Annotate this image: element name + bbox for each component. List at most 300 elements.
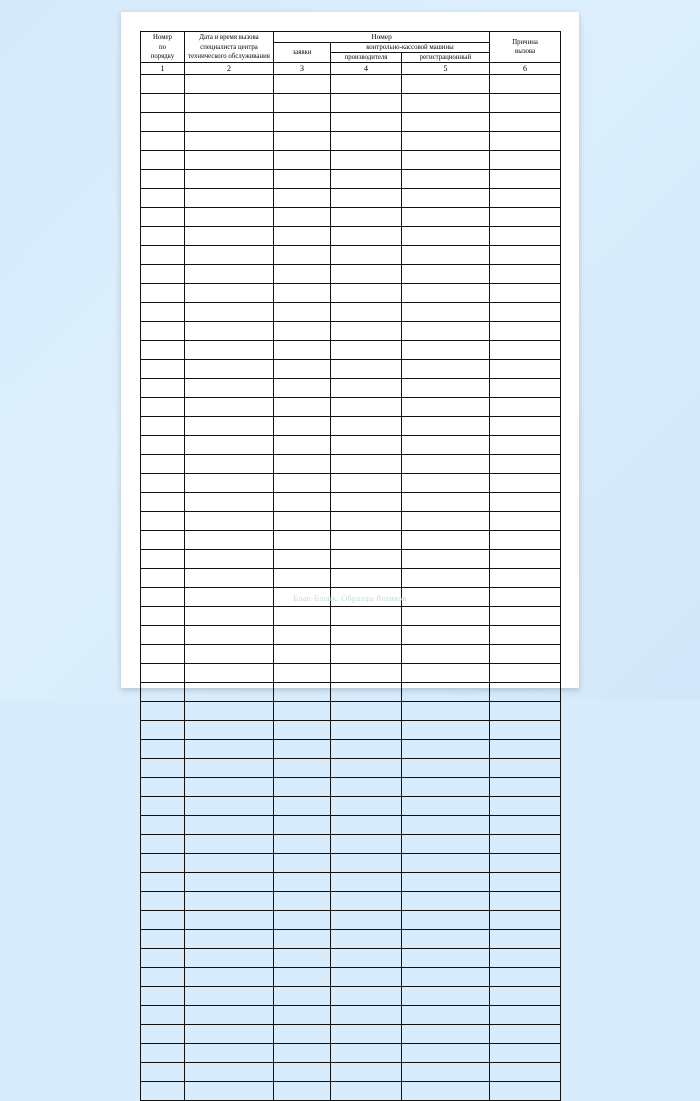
table-cell[interactable] — [274, 360, 331, 379]
table-cell[interactable] — [331, 265, 402, 284]
table-row[interactable] — [141, 683, 561, 702]
table-cell[interactable] — [490, 75, 561, 94]
table-cell[interactable] — [185, 854, 274, 873]
table-cell[interactable] — [490, 246, 561, 265]
table-cell[interactable] — [141, 683, 185, 702]
table-cell[interactable] — [185, 816, 274, 835]
table-cell[interactable] — [331, 721, 402, 740]
table-cell[interactable] — [141, 892, 185, 911]
table-cell[interactable] — [274, 550, 331, 569]
table-cell[interactable] — [185, 246, 274, 265]
table-row[interactable] — [141, 569, 561, 588]
table-cell[interactable] — [141, 911, 185, 930]
table-cell[interactable] — [274, 569, 331, 588]
table-cell[interactable] — [490, 170, 561, 189]
table-cell[interactable] — [141, 227, 185, 246]
table-cell[interactable] — [185, 265, 274, 284]
table-cell[interactable] — [274, 227, 331, 246]
table-cell[interactable] — [490, 911, 561, 930]
table-cell[interactable] — [274, 379, 331, 398]
table-row[interactable] — [141, 189, 561, 208]
table-cell[interactable] — [274, 208, 331, 227]
table-cell[interactable] — [402, 246, 490, 265]
table-cell[interactable] — [185, 626, 274, 645]
table-row[interactable] — [141, 379, 561, 398]
table-cell[interactable] — [402, 474, 490, 493]
table-row[interactable] — [141, 360, 561, 379]
table-cell[interactable] — [141, 379, 185, 398]
table-cell[interactable] — [274, 151, 331, 170]
table-cell[interactable] — [490, 664, 561, 683]
table-cell[interactable] — [331, 1082, 402, 1101]
table-cell[interactable] — [331, 322, 402, 341]
table-cell[interactable] — [185, 398, 274, 417]
table-cell[interactable] — [490, 1025, 561, 1044]
table-cell[interactable] — [185, 379, 274, 398]
table-cell[interactable] — [402, 588, 490, 607]
table-cell[interactable] — [185, 512, 274, 531]
table-cell[interactable] — [141, 341, 185, 360]
table-cell[interactable] — [331, 816, 402, 835]
table-row[interactable] — [141, 455, 561, 474]
table-row[interactable] — [141, 930, 561, 949]
table-cell[interactable] — [274, 683, 331, 702]
table-cell[interactable] — [402, 417, 490, 436]
table-row[interactable] — [141, 607, 561, 626]
table-cell[interactable] — [141, 569, 185, 588]
table-cell[interactable] — [331, 208, 402, 227]
table-cell[interactable] — [274, 987, 331, 1006]
table-cell[interactable] — [274, 702, 331, 721]
table-cell[interactable] — [490, 683, 561, 702]
table-cell[interactable] — [490, 113, 561, 132]
table-cell[interactable] — [141, 835, 185, 854]
table-row[interactable] — [141, 94, 561, 113]
table-cell[interactable] — [402, 265, 490, 284]
table-row[interactable] — [141, 892, 561, 911]
table-cell[interactable] — [490, 284, 561, 303]
table-cell[interactable] — [185, 284, 274, 303]
table-cell[interactable] — [141, 75, 185, 94]
table-cell[interactable] — [490, 721, 561, 740]
table-cell[interactable] — [274, 474, 331, 493]
table-row[interactable] — [141, 417, 561, 436]
table-cell[interactable] — [402, 987, 490, 1006]
table-row[interactable] — [141, 227, 561, 246]
table-cell[interactable] — [331, 170, 402, 189]
table-cell[interactable] — [490, 455, 561, 474]
table-cell[interactable] — [141, 246, 185, 265]
table-cell[interactable] — [274, 930, 331, 949]
table-row[interactable] — [141, 265, 561, 284]
table-cell[interactable] — [331, 379, 402, 398]
table-cell[interactable] — [141, 645, 185, 664]
table-cell[interactable] — [331, 1044, 402, 1063]
table-cell[interactable] — [141, 873, 185, 892]
table-row[interactable] — [141, 588, 561, 607]
table-row[interactable] — [141, 816, 561, 835]
table-row[interactable] — [141, 1082, 561, 1101]
table-cell[interactable] — [185, 930, 274, 949]
table-row[interactable] — [141, 740, 561, 759]
table-cell[interactable] — [402, 664, 490, 683]
table-cell[interactable] — [185, 797, 274, 816]
table-cell[interactable] — [490, 417, 561, 436]
table-cell[interactable] — [490, 436, 561, 455]
table-cell[interactable] — [490, 360, 561, 379]
table-cell[interactable] — [141, 759, 185, 778]
table-row[interactable] — [141, 284, 561, 303]
table-cell[interactable] — [402, 455, 490, 474]
table-cell[interactable] — [185, 531, 274, 550]
table-cell[interactable] — [185, 569, 274, 588]
table-cell[interactable] — [331, 569, 402, 588]
table-cell[interactable] — [402, 1044, 490, 1063]
table-cell[interactable] — [490, 759, 561, 778]
table-cell[interactable] — [141, 607, 185, 626]
table-cell[interactable] — [185, 170, 274, 189]
table-cell[interactable] — [402, 702, 490, 721]
table-cell[interactable] — [141, 1025, 185, 1044]
table-row[interactable] — [141, 664, 561, 683]
table-cell[interactable] — [331, 797, 402, 816]
table-cell[interactable] — [331, 588, 402, 607]
table-cell[interactable] — [185, 1025, 274, 1044]
table-cell[interactable] — [490, 512, 561, 531]
table-cell[interactable] — [490, 398, 561, 417]
table-cell[interactable] — [402, 550, 490, 569]
table-cell[interactable] — [185, 968, 274, 987]
table-row[interactable] — [141, 721, 561, 740]
table-cell[interactable] — [402, 607, 490, 626]
table-cell[interactable] — [331, 740, 402, 759]
table-cell[interactable] — [331, 75, 402, 94]
table-cell[interactable] — [331, 94, 402, 113]
table-cell[interactable] — [490, 1006, 561, 1025]
table-cell[interactable] — [141, 113, 185, 132]
table-cell[interactable] — [402, 151, 490, 170]
table-row[interactable] — [141, 987, 561, 1006]
table-cell[interactable] — [331, 132, 402, 151]
table-cell[interactable] — [331, 1006, 402, 1025]
table-cell[interactable] — [490, 569, 561, 588]
table-cell[interactable] — [402, 968, 490, 987]
table-cell[interactable] — [185, 322, 274, 341]
table-row[interactable] — [141, 797, 561, 816]
table-cell[interactable] — [402, 721, 490, 740]
table-row[interactable] — [141, 246, 561, 265]
table-cell[interactable] — [331, 493, 402, 512]
table-cell[interactable] — [274, 303, 331, 322]
table-cell[interactable] — [185, 1006, 274, 1025]
table-cell[interactable] — [331, 113, 402, 132]
table-cell[interactable] — [141, 322, 185, 341]
table-cell[interactable] — [185, 436, 274, 455]
table-cell[interactable] — [185, 759, 274, 778]
table-cell[interactable] — [185, 151, 274, 170]
table-cell[interactable] — [274, 645, 331, 664]
table-cell[interactable] — [141, 854, 185, 873]
table-cell[interactable] — [274, 1006, 331, 1025]
table-cell[interactable] — [141, 949, 185, 968]
table-cell[interactable] — [331, 189, 402, 208]
table-cell[interactable] — [402, 75, 490, 94]
table-cell[interactable] — [185, 607, 274, 626]
table-cell[interactable] — [274, 189, 331, 208]
table-cell[interactable] — [141, 816, 185, 835]
table-cell[interactable] — [402, 930, 490, 949]
table-cell[interactable] — [490, 626, 561, 645]
table-row[interactable] — [141, 341, 561, 360]
table-cell[interactable] — [490, 189, 561, 208]
table-row[interactable] — [141, 1063, 561, 1082]
table-cell[interactable] — [185, 208, 274, 227]
table-cell[interactable] — [274, 284, 331, 303]
table-cell[interactable] — [274, 968, 331, 987]
table-row[interactable] — [141, 75, 561, 94]
table-cell[interactable] — [402, 1006, 490, 1025]
table-cell[interactable] — [490, 588, 561, 607]
table-cell[interactable] — [185, 303, 274, 322]
table-row[interactable] — [141, 702, 561, 721]
table-cell[interactable] — [402, 816, 490, 835]
table-cell[interactable] — [402, 208, 490, 227]
table-cell[interactable] — [402, 778, 490, 797]
table-cell[interactable] — [274, 816, 331, 835]
table-cell[interactable] — [331, 436, 402, 455]
table-cell[interactable] — [331, 1063, 402, 1082]
table-cell[interactable] — [402, 398, 490, 417]
table-cell[interactable] — [274, 436, 331, 455]
table-cell[interactable] — [185, 702, 274, 721]
table-cell[interactable] — [490, 322, 561, 341]
table-cell[interactable] — [141, 968, 185, 987]
table-cell[interactable] — [185, 892, 274, 911]
table-cell[interactable] — [490, 987, 561, 1006]
table-cell[interactable] — [185, 1082, 274, 1101]
table-cell[interactable] — [490, 265, 561, 284]
table-row[interactable] — [141, 778, 561, 797]
table-cell[interactable] — [402, 626, 490, 645]
table-cell[interactable] — [402, 341, 490, 360]
table-row[interactable] — [141, 1044, 561, 1063]
table-cell[interactable] — [490, 94, 561, 113]
table-cell[interactable] — [141, 626, 185, 645]
table-cell[interactable] — [185, 189, 274, 208]
table-cell[interactable] — [185, 1044, 274, 1063]
table-cell[interactable] — [490, 797, 561, 816]
table-row[interactable] — [141, 626, 561, 645]
table-cell[interactable] — [185, 664, 274, 683]
table-cell[interactable] — [141, 303, 185, 322]
table-cell[interactable] — [274, 265, 331, 284]
table-row[interactable] — [141, 512, 561, 531]
table-cell[interactable] — [331, 1025, 402, 1044]
table-cell[interactable] — [490, 740, 561, 759]
table-cell[interactable] — [274, 455, 331, 474]
table-cell[interactable] — [185, 911, 274, 930]
table-cell[interactable] — [185, 113, 274, 132]
table-cell[interactable] — [141, 398, 185, 417]
table-cell[interactable] — [331, 987, 402, 1006]
table-cell[interactable] — [402, 379, 490, 398]
table-cell[interactable] — [274, 170, 331, 189]
table-cell[interactable] — [274, 1025, 331, 1044]
table-cell[interactable] — [331, 360, 402, 379]
table-cell[interactable] — [185, 360, 274, 379]
table-row[interactable] — [141, 835, 561, 854]
table-cell[interactable] — [274, 873, 331, 892]
table-cell[interactable] — [274, 246, 331, 265]
table-cell[interactable] — [490, 816, 561, 835]
table-cell[interactable] — [490, 151, 561, 170]
table-cell[interactable] — [274, 75, 331, 94]
table-cell[interactable] — [274, 1063, 331, 1082]
table-cell[interactable] — [185, 417, 274, 436]
table-cell[interactable] — [331, 949, 402, 968]
table-cell[interactable] — [141, 721, 185, 740]
table-cell[interactable] — [402, 493, 490, 512]
table-cell[interactable] — [490, 227, 561, 246]
table-cell[interactable] — [490, 835, 561, 854]
table-cell[interactable] — [274, 607, 331, 626]
table-cell[interactable] — [141, 94, 185, 113]
table-cell[interactable] — [331, 607, 402, 626]
table-cell[interactable] — [274, 740, 331, 759]
table-cell[interactable] — [141, 493, 185, 512]
table-row[interactable] — [141, 854, 561, 873]
table-cell[interactable] — [274, 626, 331, 645]
table-row[interactable] — [141, 436, 561, 455]
table-cell[interactable] — [141, 170, 185, 189]
table-cell[interactable] — [274, 778, 331, 797]
table-cell[interactable] — [402, 683, 490, 702]
table-row[interactable] — [141, 113, 561, 132]
table-row[interactable] — [141, 531, 561, 550]
table-cell[interactable] — [185, 740, 274, 759]
table-cell[interactable] — [141, 702, 185, 721]
table-cell[interactable] — [274, 322, 331, 341]
table-row[interactable] — [141, 151, 561, 170]
table-cell[interactable] — [185, 550, 274, 569]
table-cell[interactable] — [402, 569, 490, 588]
table-cell[interactable] — [141, 265, 185, 284]
table-cell[interactable] — [141, 987, 185, 1006]
table-cell[interactable] — [185, 1063, 274, 1082]
table-cell[interactable] — [331, 968, 402, 987]
table-cell[interactable] — [185, 645, 274, 664]
table-cell[interactable] — [274, 512, 331, 531]
table-row[interactable] — [141, 322, 561, 341]
table-cell[interactable] — [141, 189, 185, 208]
table-cell[interactable] — [490, 341, 561, 360]
table-cell[interactable] — [331, 246, 402, 265]
table-cell[interactable] — [185, 683, 274, 702]
table-cell[interactable] — [141, 588, 185, 607]
table-cell[interactable] — [402, 436, 490, 455]
table-cell[interactable] — [331, 474, 402, 493]
table-cell[interactable] — [490, 968, 561, 987]
table-cell[interactable] — [402, 854, 490, 873]
table-cell[interactable] — [402, 132, 490, 151]
table-cell[interactable] — [402, 94, 490, 113]
table-cell[interactable] — [490, 1044, 561, 1063]
table-cell[interactable] — [402, 873, 490, 892]
table-cell[interactable] — [490, 531, 561, 550]
table-cell[interactable] — [141, 455, 185, 474]
table-cell[interactable] — [141, 664, 185, 683]
table-cell[interactable] — [274, 341, 331, 360]
table-cell[interactable] — [402, 1063, 490, 1082]
table-cell[interactable] — [274, 721, 331, 740]
table-cell[interactable] — [331, 417, 402, 436]
table-cell[interactable] — [185, 588, 274, 607]
table-cell[interactable] — [274, 1044, 331, 1063]
table-cell[interactable] — [490, 930, 561, 949]
table-cell[interactable] — [490, 208, 561, 227]
table-cell[interactable] — [402, 1082, 490, 1101]
table-cell[interactable] — [402, 759, 490, 778]
table-cell[interactable] — [331, 873, 402, 892]
table-cell[interactable] — [185, 835, 274, 854]
table-cell[interactable] — [141, 360, 185, 379]
table-cell[interactable] — [141, 778, 185, 797]
table-cell[interactable] — [274, 835, 331, 854]
table-cell[interactable] — [490, 474, 561, 493]
table-cell[interactable] — [402, 911, 490, 930]
table-cell[interactable] — [185, 132, 274, 151]
table-cell[interactable] — [402, 645, 490, 664]
table-row[interactable] — [141, 132, 561, 151]
table-cell[interactable] — [331, 835, 402, 854]
table-cell[interactable] — [331, 227, 402, 246]
table-cell[interactable] — [274, 797, 331, 816]
table-cell[interactable] — [490, 854, 561, 873]
table-row[interactable] — [141, 170, 561, 189]
table-cell[interactable] — [274, 417, 331, 436]
table-cell[interactable] — [141, 797, 185, 816]
table-cell[interactable] — [185, 987, 274, 1006]
table-cell[interactable] — [185, 721, 274, 740]
table-cell[interactable] — [141, 1063, 185, 1082]
table-row[interactable] — [141, 968, 561, 987]
table-cell[interactable] — [274, 1082, 331, 1101]
table-cell[interactable] — [402, 1025, 490, 1044]
table-cell[interactable] — [274, 854, 331, 873]
table-cell[interactable] — [402, 113, 490, 132]
table-row[interactable] — [141, 873, 561, 892]
table-row[interactable] — [141, 550, 561, 569]
table-cell[interactable] — [490, 949, 561, 968]
table-cell[interactable] — [331, 550, 402, 569]
table-row[interactable] — [141, 474, 561, 493]
table-cell[interactable] — [274, 493, 331, 512]
table-cell[interactable] — [402, 835, 490, 854]
table-cell[interactable] — [331, 930, 402, 949]
table-row[interactable] — [141, 911, 561, 930]
table-cell[interactable] — [185, 75, 274, 94]
table-cell[interactable] — [274, 94, 331, 113]
table-cell[interactable] — [331, 664, 402, 683]
table-cell[interactable] — [402, 303, 490, 322]
table-cell[interactable] — [274, 949, 331, 968]
table-cell[interactable] — [185, 474, 274, 493]
table-cell[interactable] — [274, 588, 331, 607]
table-row[interactable] — [141, 949, 561, 968]
table-cell[interactable] — [141, 550, 185, 569]
table-cell[interactable] — [490, 1082, 561, 1101]
table-row[interactable] — [141, 303, 561, 322]
